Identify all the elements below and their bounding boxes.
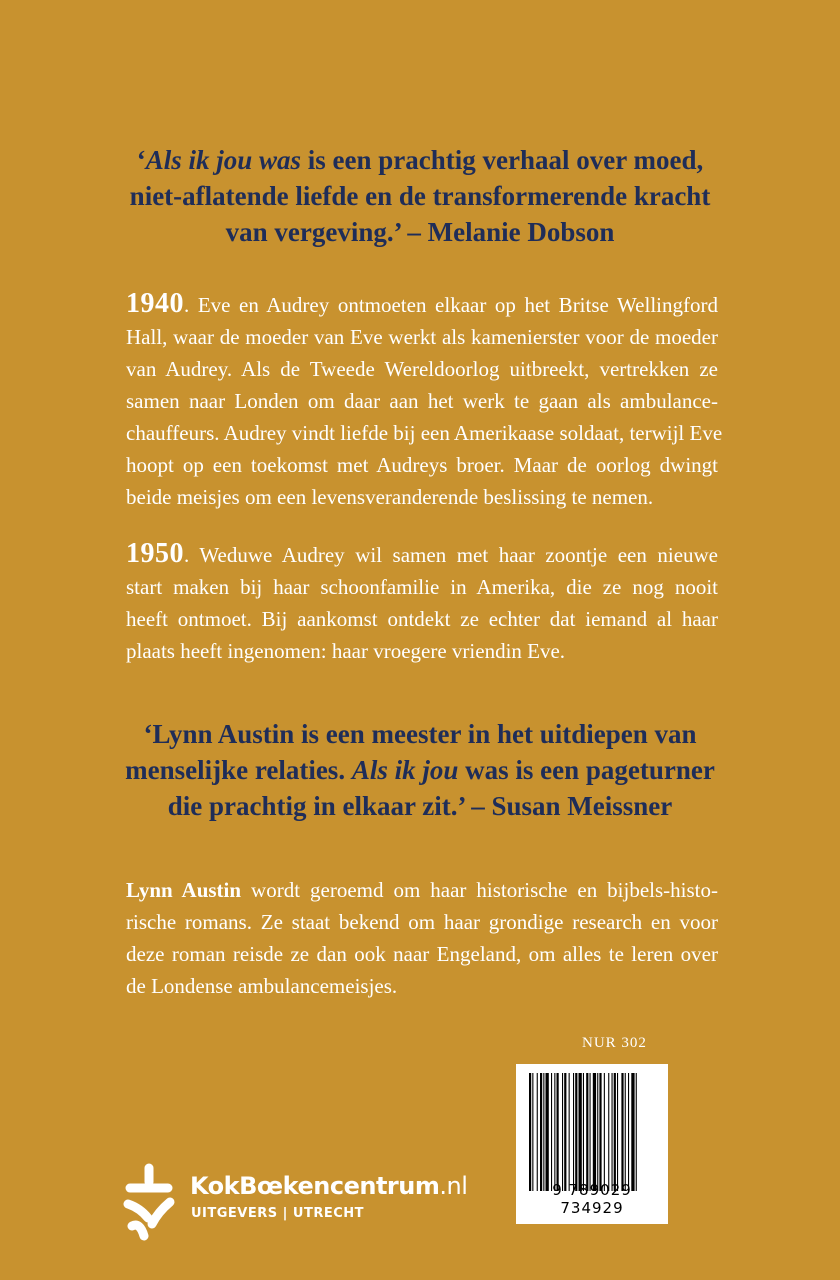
para-line: deze roman reisde ze dan ook naar Engeland, om alles te leren over: [126, 942, 718, 966]
isbn-number: 9 789029 734929: [552, 1181, 632, 1217]
para-line: van Audrey. Als de Tweede Wereldoorlog uitbreekt, vertrekken ze: [126, 357, 718, 381]
quote-line: ‘Lynn Austin is een meester in het uitdiepen van: [143, 719, 697, 749]
para-line: de Londense ambulancemeisjes.: [126, 974, 398, 998]
isbn-barcode: [516, 1064, 668, 1224]
author-name: Lynn Austin: [126, 878, 242, 902]
author-bio: [126, 874, 718, 1002]
quote-line: van vergeving.’ – Melanie Dobson: [225, 217, 615, 247]
quote-line: die prachtig in elkaar zit.’ – Susan Meissner: [167, 791, 673, 821]
publisher-subtitle: UITGEVERS | UTRECHT: [191, 1206, 365, 1221]
para-line: start maken bij haar schoonfamilie in Amerika, die ze nog nooit: [126, 575, 718, 599]
barcode-icon: [519, 1067, 665, 1195]
para-line: Hall, waar de moeder van Eve werkt als kamenierster voor de moeder: [126, 325, 718, 349]
book-title: Als ik jou: [351, 755, 459, 785]
para-line: beide meisjes om een levensveranderende beslissing te nemen.: [126, 485, 654, 509]
year-heading: 1940: [126, 288, 184, 319]
synopsis-1950: [126, 538, 718, 667]
endorsement-quote-meissner: [0, 716, 840, 824]
para-line: 1940. Eve en Audrey ontmoeten elkaar op het Britse Wellingford: [126, 288, 718, 319]
para-line: hoopt op een toekomst met Audreys broer. Maar de oorlog dwingt: [126, 453, 718, 477]
synopsis-1940: [126, 288, 723, 513]
para-line: plaats heeft ingenomen: haar vroegere vriendin Eve.: [126, 639, 566, 663]
para-line: rische romans. Ze staat bekend om haar grondige research en voor: [126, 910, 718, 934]
quote-line: niet-aflatende liefde en de transformerende kracht: [129, 181, 711, 211]
book-title: Als ik jou was: [145, 145, 302, 175]
para-line: samen naar Londen om daar aan het werk te gaan als ambulance-: [126, 389, 718, 413]
para-line: heeft ontmoet. Bij aankomst ontdekt ze echter dat iemand al haar: [126, 607, 718, 631]
para-line: 1950. Weduwe Audrey wil samen met haar zoontje een nieuwe: [126, 538, 718, 569]
para-line: Lynn Austin wordt geroemd om haar historische en bijbels-histo-: [126, 878, 718, 902]
quote-line: menselijke relaties. Als ik jou was is een pageturner: [125, 755, 715, 785]
endorsement-quote-dobson: [0, 142, 840, 250]
kok-star-icon: [118, 1160, 180, 1244]
nur-code: NUR 302: [582, 1035, 647, 1051]
year-heading: 1950: [126, 538, 184, 569]
quote-line: ‘Als ik jou was is een prachtig verhaal over moed,: [136, 145, 704, 175]
publisher-name: KokBœkencentrum.nl: [190, 1172, 468, 1200]
para-line: chauffeurs. Audrey vindt liefde bij een Amerikaase soldaat, terwijl Eve: [126, 421, 723, 445]
